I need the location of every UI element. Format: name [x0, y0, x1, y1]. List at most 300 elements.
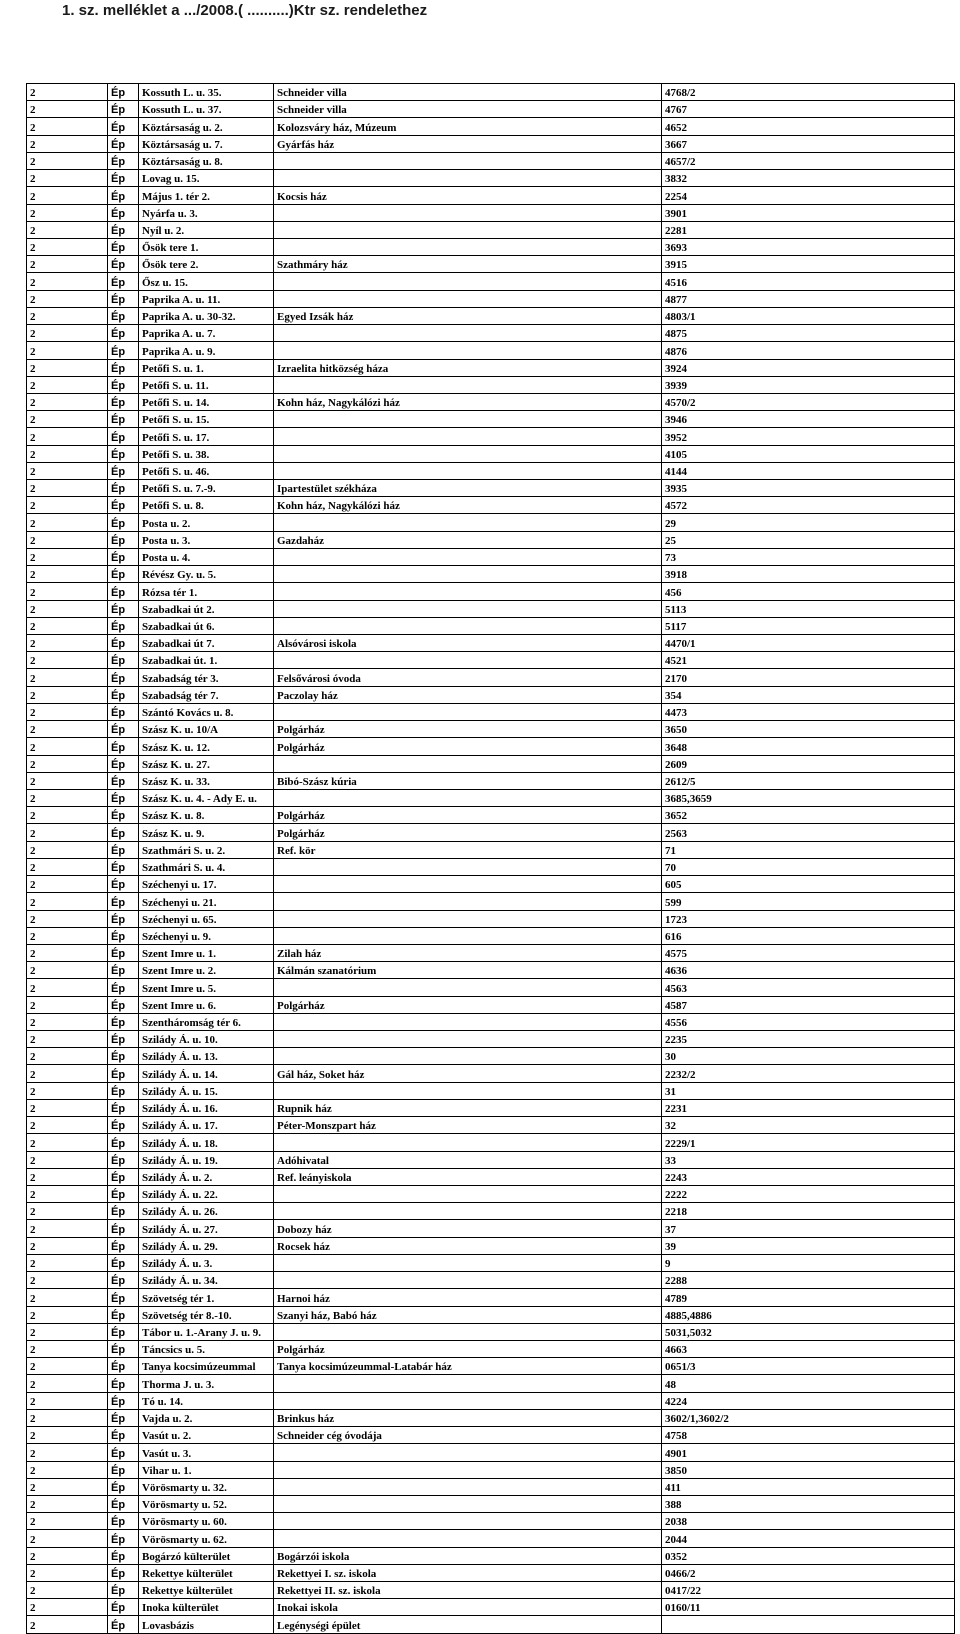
- table-row: [27, 583, 955, 600]
- parcel-number-cell: 4875: [662, 325, 955, 342]
- parcel-number-cell: 2231: [662, 1099, 955, 1116]
- address-cell: Ősök tere 1.: [139, 238, 274, 255]
- table-row: [27, 1409, 955, 1426]
- table-row: [27, 1186, 955, 1203]
- parcel-number-cell: 5113: [662, 600, 955, 617]
- type-cell: Ép: [108, 290, 139, 307]
- table-row: [27, 1461, 955, 1478]
- building-name-cell: [274, 170, 662, 187]
- type-cell: Ép: [108, 238, 139, 255]
- type-cell: Ép: [108, 1461, 139, 1478]
- parcel-number-cell: 29: [662, 514, 955, 531]
- building-name-cell: Bibó-Szász kúria: [274, 772, 662, 789]
- table-row: [27, 497, 955, 514]
- parcel-number-cell: 3939: [662, 376, 955, 393]
- address-cell: Szilády Á. u. 18.: [139, 1134, 274, 1151]
- parcel-number-cell: 4572: [662, 497, 955, 514]
- table-row: [27, 411, 955, 428]
- table-body: [27, 84, 955, 1634]
- category-cell: 2: [27, 1427, 108, 1444]
- address-cell: Szilády Á. u. 13.: [139, 1048, 274, 1065]
- parcel-number-cell: 1723: [662, 910, 955, 927]
- table-row: [27, 927, 955, 944]
- building-name-cell: Schneider villa: [274, 84, 662, 101]
- category-cell: 2: [27, 376, 108, 393]
- table-row: [27, 1358, 955, 1375]
- category-cell: 2: [27, 910, 108, 927]
- table-row: [27, 910, 955, 927]
- address-cell: Széchenyi u. 17.: [139, 876, 274, 893]
- building-name-cell: Zilah ház: [274, 944, 662, 961]
- table-row: [27, 84, 955, 101]
- parcel-number-cell: 3915: [662, 256, 955, 273]
- building-name-cell: [274, 273, 662, 290]
- category-cell: 2: [27, 738, 108, 755]
- building-name-cell: [274, 789, 662, 806]
- table-row: [27, 480, 955, 497]
- building-name-cell: [274, 462, 662, 479]
- type-cell: Ép: [108, 1616, 139, 1633]
- building-name-cell: [274, 1392, 662, 1409]
- parcel-number-cell: 5117: [662, 617, 955, 634]
- building-name-cell: [274, 1013, 662, 1030]
- address-cell: Köztársaság u. 2.: [139, 118, 274, 135]
- building-name-cell: [274, 1082, 662, 1099]
- type-cell: Ép: [108, 84, 139, 101]
- type-cell: Ép: [108, 445, 139, 462]
- parcel-number-cell: 2612/5: [662, 772, 955, 789]
- category-cell: 2: [27, 841, 108, 858]
- parcel-number-cell: 4516: [662, 273, 955, 290]
- type-cell: Ép: [108, 428, 139, 445]
- category-cell: 2: [27, 1065, 108, 1082]
- building-name-cell: [274, 1495, 662, 1512]
- type-cell: Ép: [108, 531, 139, 548]
- parcel-number-cell: 3648: [662, 738, 955, 755]
- building-name-cell: [274, 290, 662, 307]
- address-cell: Szász K. u. 12.: [139, 738, 274, 755]
- building-name-cell: Brinkus ház: [274, 1409, 662, 1426]
- category-cell: 2: [27, 531, 108, 548]
- category-cell: 2: [27, 101, 108, 118]
- category-cell: 2: [27, 1582, 108, 1599]
- address-cell: Paprika A. u. 9.: [139, 342, 274, 359]
- parcel-number-cell: 4144: [662, 462, 955, 479]
- address-cell: Petőfi S. u. 8.: [139, 497, 274, 514]
- parcel-number-cell: 0466/2: [662, 1564, 955, 1581]
- building-name-cell: Rekettyei II. sz. iskola: [274, 1582, 662, 1599]
- parcel-number-cell: 71: [662, 841, 955, 858]
- table-row: [27, 686, 955, 703]
- building-name-cell: Ref. kör: [274, 841, 662, 858]
- table-row: [27, 1203, 955, 1220]
- building-name-cell: Rocsek ház: [274, 1237, 662, 1254]
- parcel-number-cell: 4876: [662, 342, 955, 359]
- table-row: [27, 290, 955, 307]
- address-cell: Köztársaság u. 8.: [139, 152, 274, 169]
- parcel-number-cell: 0651/3: [662, 1358, 955, 1375]
- address-cell: Nyíl u. 2.: [139, 221, 274, 238]
- type-cell: Ép: [108, 1099, 139, 1116]
- address-cell: Petőfi S. u. 38.: [139, 445, 274, 462]
- table-row: [27, 238, 955, 255]
- category-cell: 2: [27, 996, 108, 1013]
- parcel-number-cell: 30: [662, 1048, 955, 1065]
- parcel-number-cell: 33: [662, 1151, 955, 1168]
- category-cell: 2: [27, 1168, 108, 1185]
- address-cell: Petőfi S. u. 1.: [139, 359, 274, 376]
- address-cell: Thorma J. u. 3.: [139, 1375, 274, 1392]
- table-row: [27, 1151, 955, 1168]
- type-cell: Ép: [108, 514, 139, 531]
- category-cell: 2: [27, 979, 108, 996]
- category-cell: 2: [27, 1323, 108, 1340]
- type-cell: Ép: [108, 393, 139, 410]
- type-cell: Ép: [108, 548, 139, 565]
- category-cell: 2: [27, 1392, 108, 1409]
- type-cell: Ép: [108, 1254, 139, 1271]
- table-row: [27, 996, 955, 1013]
- parcel-number-cell: 9: [662, 1254, 955, 1271]
- table-row: [27, 531, 955, 548]
- type-cell: Ép: [108, 152, 139, 169]
- parcel-number-cell: 2281: [662, 221, 955, 238]
- table-row: [27, 1306, 955, 1323]
- address-cell: Szász K. u. 9.: [139, 824, 274, 841]
- building-name-cell: Kocsis ház: [274, 187, 662, 204]
- parcel-number-cell: 0160/11: [662, 1599, 955, 1616]
- address-cell: Szabadság tér 3.: [139, 669, 274, 686]
- type-cell: Ép: [108, 256, 139, 273]
- parcel-number-cell: 3832: [662, 170, 955, 187]
- type-cell: Ép: [108, 359, 139, 376]
- building-name-cell: Dobozy ház: [274, 1220, 662, 1237]
- table-row: [27, 1599, 955, 1616]
- address-cell: Paprika A. u. 7.: [139, 325, 274, 342]
- type-cell: Ép: [108, 342, 139, 359]
- category-cell: 2: [27, 566, 108, 583]
- type-cell: Ép: [108, 1306, 139, 1323]
- building-name-cell: [274, 755, 662, 772]
- category-cell: 2: [27, 1048, 108, 1065]
- category-cell: 2: [27, 1082, 108, 1099]
- table-row: [27, 1254, 955, 1271]
- table-row: [27, 858, 955, 875]
- type-cell: Ép: [108, 1392, 139, 1409]
- parcel-number-cell: 4521: [662, 652, 955, 669]
- table-row: [27, 256, 955, 273]
- parcel-number-cell: 2609: [662, 755, 955, 772]
- category-cell: 2: [27, 703, 108, 720]
- address-cell: Ősz u. 15.: [139, 273, 274, 290]
- parcel-number-cell: 4663: [662, 1340, 955, 1357]
- parcel-number-cell: 411: [662, 1478, 955, 1495]
- type-cell: Ép: [108, 635, 139, 652]
- table-row: [27, 548, 955, 565]
- table-row: [27, 841, 955, 858]
- address-cell: Szathmári S. u. 2.: [139, 841, 274, 858]
- type-cell: Ép: [108, 1564, 139, 1581]
- category-cell: 2: [27, 462, 108, 479]
- type-cell: Ép: [108, 755, 139, 772]
- building-name-cell: Inokai iskola: [274, 1599, 662, 1616]
- table-row: [27, 342, 955, 359]
- parcel-number-cell: 2563: [662, 824, 955, 841]
- building-name-cell: [274, 1272, 662, 1289]
- type-cell: Ép: [108, 1220, 139, 1237]
- type-cell: Ép: [108, 703, 139, 720]
- parcel-number-cell: 4570/2: [662, 393, 955, 410]
- building-name-cell: Kohn ház, Nagykálózi ház: [274, 393, 662, 410]
- table-row: [27, 1392, 955, 1409]
- building-name-cell: [274, 1375, 662, 1392]
- building-name-cell: [274, 1203, 662, 1220]
- building-name-cell: Kolozsváry ház, Múzeum: [274, 118, 662, 135]
- category-cell: 2: [27, 170, 108, 187]
- building-name-cell: Polgárház: [274, 807, 662, 824]
- address-cell: Petőfi S. u. 7.-9.: [139, 480, 274, 497]
- address-cell: Szilády Á. u. 27.: [139, 1220, 274, 1237]
- category-cell: 2: [27, 1272, 108, 1289]
- address-cell: Bogárzó külterület: [139, 1547, 274, 1564]
- table-row: [27, 514, 955, 531]
- type-cell: Ép: [108, 1495, 139, 1512]
- parcel-number-cell: 4758: [662, 1427, 955, 1444]
- address-cell: Szilády Á. u. 22.: [139, 1186, 274, 1203]
- address-cell: Posta u. 2.: [139, 514, 274, 531]
- address-cell: Nyárfa u. 3.: [139, 204, 274, 221]
- category-cell: 2: [27, 256, 108, 273]
- parcel-number-cell: 4885,4886: [662, 1306, 955, 1323]
- building-name-cell: Izraelita hitközség háza: [274, 359, 662, 376]
- table-row: [27, 101, 955, 118]
- building-name-cell: Péter-Monszpart ház: [274, 1117, 662, 1134]
- table-row: [27, 566, 955, 583]
- category-cell: 2: [27, 1409, 108, 1426]
- address-cell: Szász K. u. 27.: [139, 755, 274, 772]
- category-cell: 2: [27, 858, 108, 875]
- category-cell: 2: [27, 1375, 108, 1392]
- address-cell: Szentháromság tér 6.: [139, 1013, 274, 1030]
- category-cell: 2: [27, 1013, 108, 1030]
- address-cell: Táncsics u. 5.: [139, 1340, 274, 1357]
- type-cell: Ép: [108, 1530, 139, 1547]
- type-cell: Ép: [108, 772, 139, 789]
- table-row: [27, 1099, 955, 1116]
- type-cell: Ép: [108, 1444, 139, 1461]
- parcel-number-cell: 605: [662, 876, 955, 893]
- category-cell: 2: [27, 187, 108, 204]
- type-cell: Ép: [108, 652, 139, 669]
- address-cell: Révész Gy. u. 5.: [139, 566, 274, 583]
- type-cell: Ép: [108, 583, 139, 600]
- address-cell: Kossuth L. u. 35.: [139, 84, 274, 101]
- building-name-cell: Bogárzói iskola: [274, 1547, 662, 1564]
- parcel-number-cell: 4657/2: [662, 152, 955, 169]
- type-cell: Ép: [108, 307, 139, 324]
- building-name-cell: [274, 445, 662, 462]
- table-row: [27, 1582, 955, 1599]
- type-cell: Ép: [108, 1375, 139, 1392]
- category-cell: 2: [27, 221, 108, 238]
- parcel-number-cell: 25: [662, 531, 955, 548]
- category-cell: 2: [27, 359, 108, 376]
- building-name-cell: [274, 910, 662, 927]
- type-cell: Ép: [108, 979, 139, 996]
- table-row: [27, 359, 955, 376]
- type-cell: Ép: [108, 721, 139, 738]
- type-cell: Ép: [108, 910, 139, 927]
- category-cell: 2: [27, 445, 108, 462]
- table-row: [27, 1495, 955, 1512]
- address-cell: Széchenyi u. 9.: [139, 927, 274, 944]
- address-cell: Szász K. u. 33.: [139, 772, 274, 789]
- building-name-cell: [274, 152, 662, 169]
- building-name-cell: [274, 1530, 662, 1547]
- type-cell: Ép: [108, 789, 139, 806]
- building-name-cell: Schneider villa: [274, 101, 662, 118]
- address-cell: Szabadkai út. 1.: [139, 652, 274, 669]
- type-cell: Ép: [108, 1340, 139, 1357]
- parcel-number-cell: 3850: [662, 1461, 955, 1478]
- parcel-number-cell: 4803/1: [662, 307, 955, 324]
- address-cell: Szász K. u. 4. - Ady E. u.: [139, 789, 274, 806]
- building-name-cell: [274, 652, 662, 669]
- parcel-number-cell: 4587: [662, 996, 955, 1013]
- category-cell: 2: [27, 290, 108, 307]
- building-name-cell: Egyed Izsák ház: [274, 307, 662, 324]
- building-name-cell: [274, 204, 662, 221]
- address-cell: Szent Imre u. 2.: [139, 962, 274, 979]
- building-name-cell: Szathmáry ház: [274, 256, 662, 273]
- address-cell: Május 1. tér 2.: [139, 187, 274, 204]
- parcel-number-cell: 4470/1: [662, 635, 955, 652]
- building-name-cell: Polgárház: [274, 738, 662, 755]
- building-name-cell: [274, 1461, 662, 1478]
- address-cell: Ősök tere 2.: [139, 256, 274, 273]
- category-cell: 2: [27, 1564, 108, 1581]
- type-cell: Ép: [108, 893, 139, 910]
- address-cell: Vihar u. 1.: [139, 1461, 274, 1478]
- parcel-number-cell: 32: [662, 1117, 955, 1134]
- category-cell: 2: [27, 238, 108, 255]
- type-cell: Ép: [108, 1358, 139, 1375]
- category-cell: 2: [27, 1444, 108, 1461]
- category-cell: 2: [27, 1203, 108, 1220]
- parcel-number-cell: 2229/1: [662, 1134, 955, 1151]
- building-name-cell: [274, 342, 662, 359]
- type-cell: Ép: [108, 411, 139, 428]
- address-cell: Szilády Á. u. 19.: [139, 1151, 274, 1168]
- type-cell: Ép: [108, 824, 139, 841]
- building-name-cell: [274, 703, 662, 720]
- parcel-number-cell: 599: [662, 893, 955, 910]
- address-cell: Szilády Á. u. 26.: [139, 1203, 274, 1220]
- category-cell: 2: [27, 686, 108, 703]
- table-row: [27, 170, 955, 187]
- table-row: [27, 118, 955, 135]
- category-cell: 2: [27, 1134, 108, 1151]
- category-cell: 2: [27, 497, 108, 514]
- building-name-cell: [274, 893, 662, 910]
- table-row: [27, 738, 955, 755]
- table-row: [27, 1564, 955, 1581]
- address-cell: Kossuth L. u. 37.: [139, 101, 274, 118]
- type-cell: Ép: [108, 273, 139, 290]
- category-cell: 2: [27, 962, 108, 979]
- parcel-number-cell: 4556: [662, 1013, 955, 1030]
- address-cell: Vörösmarty u. 62.: [139, 1530, 274, 1547]
- address-cell: Petőfi S. u. 46.: [139, 462, 274, 479]
- address-cell: Posta u. 3.: [139, 531, 274, 548]
- building-name-cell: [274, 1186, 662, 1203]
- table-row: [27, 1013, 955, 1030]
- parcel-number-cell: 456: [662, 583, 955, 600]
- category-cell: 2: [27, 1151, 108, 1168]
- type-cell: Ép: [108, 101, 139, 118]
- address-cell: Szathmári S. u. 4.: [139, 858, 274, 875]
- address-cell: Petőfi S. u. 14.: [139, 393, 274, 410]
- type-cell: Ép: [108, 1065, 139, 1082]
- parcel-number-cell: 2288: [662, 1272, 955, 1289]
- category-cell: 2: [27, 480, 108, 497]
- parcel-number-cell: 4652: [662, 118, 955, 135]
- type-cell: Ép: [108, 325, 139, 342]
- parcel-number-cell: 3693: [662, 238, 955, 255]
- category-cell: 2: [27, 600, 108, 617]
- type-cell: Ép: [108, 1478, 139, 1495]
- building-name-cell: [274, 376, 662, 393]
- building-name-cell: [274, 1323, 662, 1340]
- table-row: [27, 307, 955, 324]
- category-cell: 2: [27, 944, 108, 961]
- type-cell: Ép: [108, 1599, 139, 1616]
- category-cell: 2: [27, 1289, 108, 1306]
- type-cell: Ép: [108, 1323, 139, 1340]
- table-row: [27, 789, 955, 806]
- category-cell: 2: [27, 807, 108, 824]
- table-row: [27, 1082, 955, 1099]
- type-cell: Ép: [108, 807, 139, 824]
- type-cell: Ép: [108, 221, 139, 238]
- address-cell: Rekettye külterület: [139, 1582, 274, 1599]
- address-cell: Szabadkai út 7.: [139, 635, 274, 652]
- type-cell: Ép: [108, 669, 139, 686]
- address-cell: Rózsa tér 1.: [139, 583, 274, 600]
- building-name-cell: [274, 221, 662, 238]
- parcel-number-cell: 4473: [662, 703, 955, 720]
- table-row: [27, 635, 955, 652]
- building-name-cell: [274, 1048, 662, 1065]
- address-cell: Petőfi S. u. 17.: [139, 428, 274, 445]
- table-row: [27, 462, 955, 479]
- parcel-number-cell: 3652: [662, 807, 955, 824]
- table-row: [27, 979, 955, 996]
- address-cell: Posta u. 4.: [139, 548, 274, 565]
- parcel-number-cell: 39: [662, 1237, 955, 1254]
- category-cell: 2: [27, 514, 108, 531]
- table-row: [27, 1065, 955, 1082]
- table-row: [27, 807, 955, 824]
- parcel-number-cell: 3650: [662, 721, 955, 738]
- table-row: [27, 1168, 955, 1185]
- type-cell: Ép: [108, 135, 139, 152]
- table-row: [27, 703, 955, 720]
- table-row: [27, 772, 955, 789]
- building-name-cell: Legénységi épület: [274, 1616, 662, 1633]
- parcel-number-cell: 4767: [662, 101, 955, 118]
- table-row: [27, 721, 955, 738]
